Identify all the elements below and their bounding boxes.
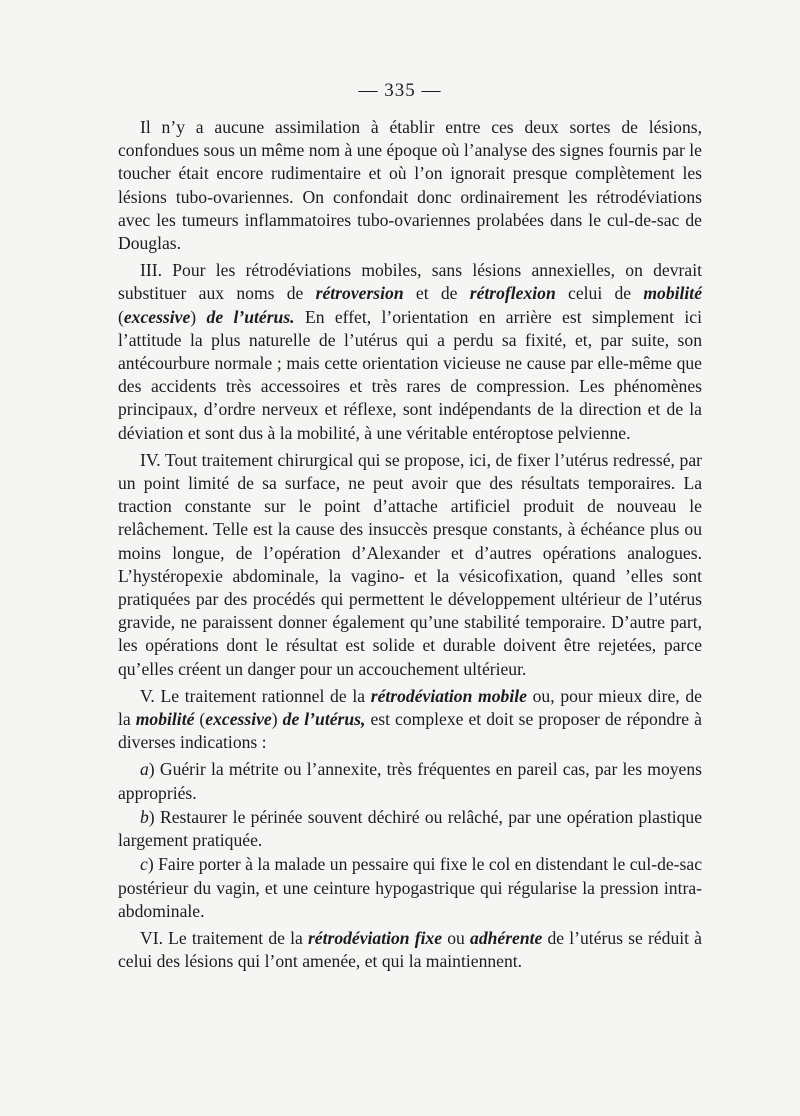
paragraph-iii: III. Pour les rétrodéviations mobiles, sans lésions annexielles, on devrait substituer aux noms de rétroversion et de rétroflexion celui de mobilité (excessive) de l’utérus. En effet, l’orientation en arrière est simplement ici l’attitude la plus naturelle de l’utérus qui a perdu sa fixité, et, par suite, son antécourbure normale ; mais cette orientation vicieuse ne cause par elle-même que des accidents très accessoires et très rares de compression. Les phénomènes principaux, d’ordre nerveux et réflexe, sont indépendants de la direction et de la déviation et sont dus à la mobilité, à une véritable entéroptose pelvienne. [118,260,702,443]
list-item: c) Faire porter à la malade un pessaire qui fixe le col en distendant le cul-de-sac postérieur du vagin, et une ceinture hypogastrique qui régularise la pression intra-abdominale. [118,854,702,921]
list-item: a) Guérir la métrite ou l’annexite, très fréquentes en pareil cas, par les moyens appropriés. [118,759,702,803]
paragraph-v: V. Le traitement rationnel de la rétrodéviation mobile ou, pour mieux dire, de la mobilité (excessive) de l’utérus, est complexe et doit se proposer de répondre à diverses indications : [118,685,702,753]
paragraph-vi: VI. Le traitement de la rétrodéviation fixe ou adhérente de l’utérus se réduit à celui des lésions qui l’ont amenée, et qui la maintiennent. [118,927,702,972]
paragraph-1: Il n’y a aucune assimilation à établir entre ces deux sortes de lésions, confondues sous un même nom à une époque où l’analyse des signes fournis par le toucher était encore rudimentaire et où l’on ignorait presque complètement les lésions tubo-ovariennes. On confondait donc ordinairement les rétrodéviations avec les tumeurs inflammatoires tubo-ovariennes prolabées dans le cul-de-sac de Douglas. [118,117,702,254]
body-text [118,116,702,977]
list-item: b) Restaurer le périnée souvent déchiré ou relâché, par une opération plastique largement pratiquée. [118,806,702,851]
page-number: — 335 — [358,80,442,101]
paragraph-iv: IV. Tout traitement chirurgical qui se propose, ici, de fixer l’utérus redressé, par un point limité de sa surface, ne peut avoir que des résultats temporaires. La traction constante sur le point d’attache artificiel produit de nouveau le relâchement. Telle est la cause des insuccès presque constants, à échéance plus ou moins longue, de l’opération d’Alexander et d’autres opérations analogues. L’hystéropexie abdominale, la vagino- et la vésicofixation, quand ’elles sont pratiquées par des procédés qui permettent le développement ultérieur de l’utérus gravide, ne paraissent donner également qu’une stabilité temporaire. D’autre part, les opérations dont le résultat est solide et durable doivent être rejetées, parce qu’elles créent un danger pour un accouchement ultérieur. [118,449,702,679]
